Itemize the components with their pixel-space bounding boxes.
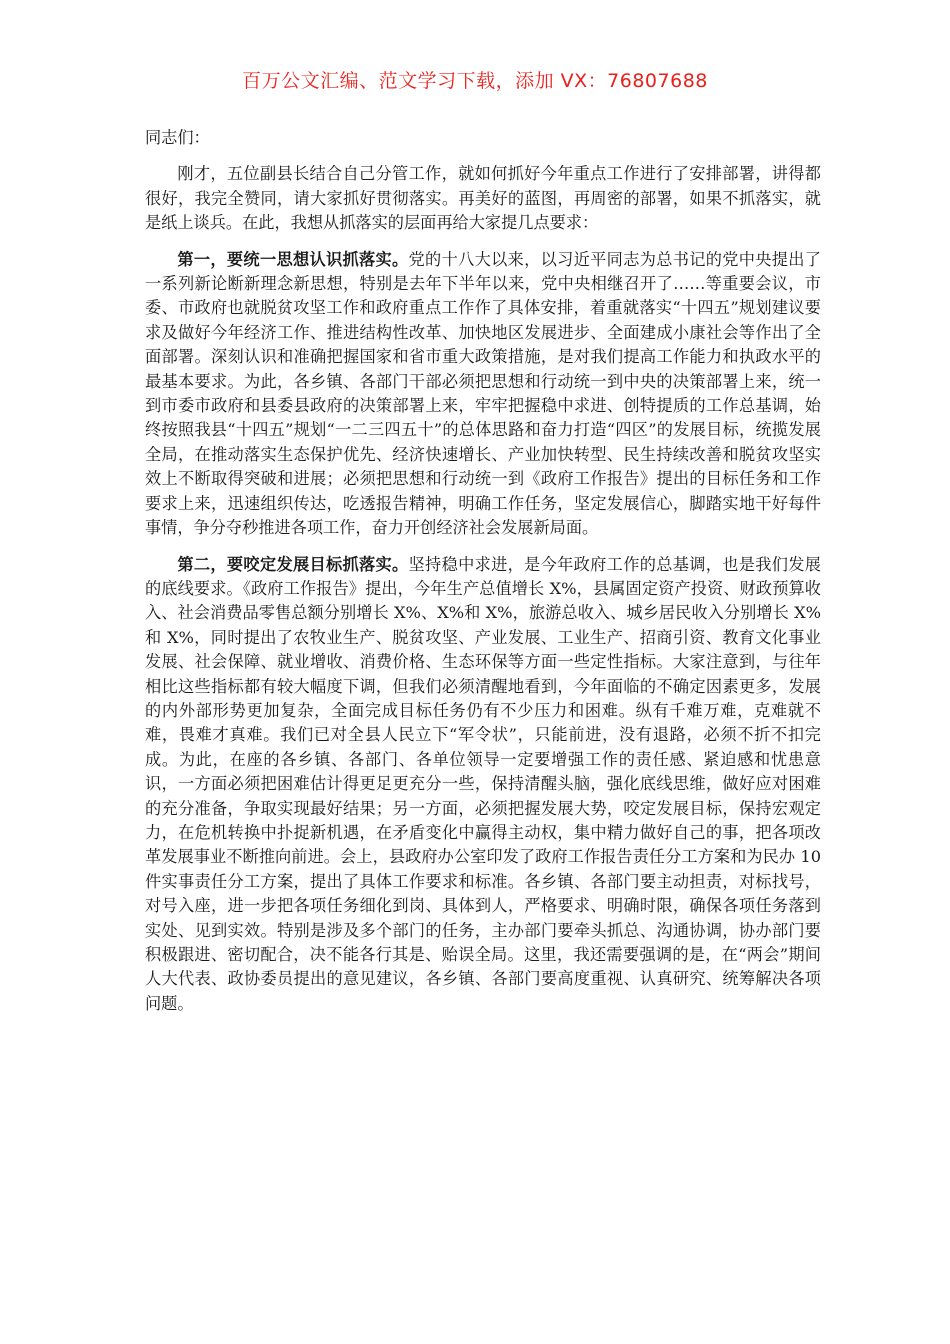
paragraph-body: 坚持稳中求进，是今年政府工作的总基调，也是我们发展的底线要求。《政府工作报告》提出，今年生产总值增长 X%，县属固定资产投资、财政预算收入、社会消费品零售总额分别增长 X%、X%和 X%，旅游总收入、城乡居民收入分别增长 X%和 X%，同时提出了农牧业生产、脱贫攻坚、产业发展、工业生产、招商引资、教育文化事业发展、社会保障、就业增收、消费价格、生态环保等方面一些定性指标。大家注意到，与往年相比这些指标都有较大幅度下调，但我们必须清醒地看到，今年面临的不确定因素更多，发展的内外部形势更加复杂，全面完成目标任务仍有不少压力和困难。纵有千难万难，克难就不难，畏难才真难。我们已对全县人民立下“军令状”，只能前进，没有退路，必须不折不扣完成。为此，在座的各乡镇、各部门、各单位领导一定要增强工作的责任感、紧迫感和忧患意识，一方面必须把困难估计得更足更充分一些，保持清醒头脑，强化底线思维，做好应对困难的充分准备，争取实现最好结果；另一方面，必须把握发展大势，咬定发展目标，保持宏观定力，在危机转换中扑捉新机遇，在矛盾变化中赢得主动权，集中精力做好自己的事，把各项改革发展事业不断推向前进。会上，县政府办公室印发了政府工作报告责任分工方案和为民办 10 件实事责任分工方案，提出了具体工作要求和标准。各乡镇、各部门要主动担责，对标找号，对号入座，进一步把各项任务细化到岗、具体到人，严格要求、明确时限，确保各项任务落到实处、见到实效。特别是涉及多个部门的任务，主办部门要牵头抓总、沟通协调，协办部门要积极跟进、密切配合，决不能各行其是、贻误全局。这里，我还需要强调的是，在“两会”期间人大代表、政协委员提出的意见建议，各乡镇、各部门要高度重视、认真研究、统筹解决各项问题。 <box>145 554 821 1013</box>
paragraph-body: 党的十八大以来，以习近平同志为总书记的党中央提出了一系列新论断新理念新思想，特别是去年下半年以来，党中央相继召开了……等重要会议，市委、市政府也就脱贫攻坚工作和政府重点工作作了具体安排，着重就落实“十四五”规划建议要求及做好今年经济工作、推进结构性改革、加快地区发展进步、全面建成小康社会等作出了全面部署。深刻认识和准确把握国家和省市重大政策措施，是对我们提高工作能力和执政水平的最基本要求。为此，各乡镇、各部门干部必须把思想和行动统一到中央的决策部署上来，统一到市委市政府和县委县政府的决策部署上来，牢牢把握稳中求进、创特提质的工作总基调，始终按照我县“十四五”规划“一二三四五十”的总体思路和奋力打造“四区”的发展目标，统揽发展全局，在推动落实生态保护优先、经济快速增长、产业加快转型、民生持续改善和脱贫攻坚实效上不断取得突破和进展；必须把思想和行动统一到《政府工作报告》提出的目标任务和工作要求上来，迅速组织传达，吃透报告精神，明确工作任务，坚定发展信心，脚踏实地干好每件事情，争分夺秒推进各项工作，奋力开创经济社会发展新局面。 <box>145 249 821 538</box>
paragraph-heading: 第一，要统一思想认识抓落实。 <box>177 249 409 269</box>
paragraph-heading: 第二，要咬定发展目标抓落实。 <box>177 554 409 574</box>
paragraph-first-point <box>145 248 821 541</box>
document-body <box>145 126 821 1028</box>
paragraph-body: 刚才，五位副县长结合自己分管工作，就如何抓好今年重点工作进行了安排部署，讲得都很好，我完全赞同，请大家抓好贯彻落实。再美好的蓝图，再周密的部署，如果不抓落实，就是纸上谈兵。在此，我想从抓落实的层面再给大家提几点要求： <box>145 164 821 233</box>
salutation: 同志们： <box>145 128 210 147</box>
paragraph-intro <box>145 162 821 235</box>
promo-header: 百万公文汇编、范文学习下载，添加 VX：76807688 <box>242 70 708 92</box>
paragraph-second-point <box>145 553 821 1017</box>
